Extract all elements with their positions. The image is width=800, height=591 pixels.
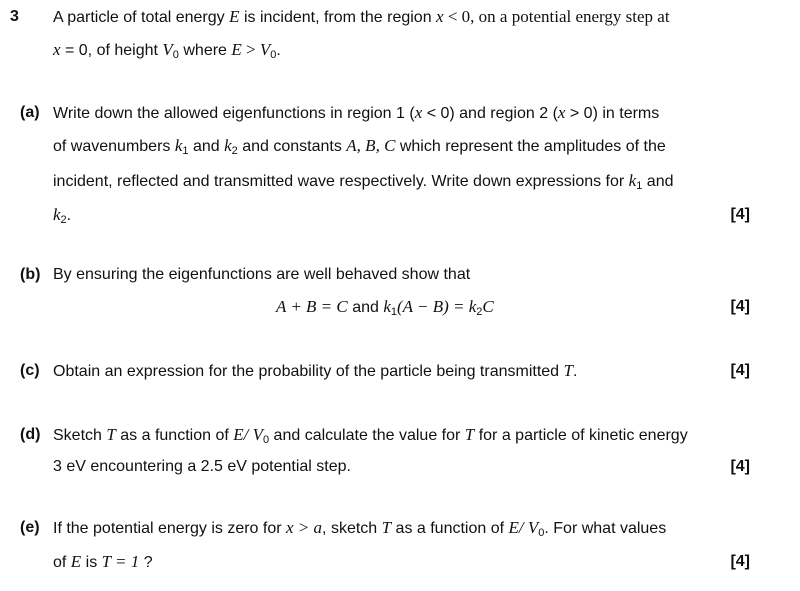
math: k (628, 171, 637, 190)
part-e-label: (e) (20, 519, 40, 536)
math: x > a (286, 518, 323, 537)
math: E/ V (233, 425, 263, 444)
math: E (70, 552, 82, 571)
text: of wavenumbers (53, 138, 175, 155)
math: T (464, 425, 475, 444)
question-number: 3 (10, 8, 19, 25)
part-b-equation (276, 297, 494, 318)
text: . (66, 207, 72, 224)
text: is incident, from the region (239, 9, 437, 26)
text: < 0) and region 2 ( (422, 105, 558, 122)
math: k (174, 136, 183, 155)
math: T (106, 425, 116, 444)
part-a-line-1 (53, 103, 659, 124)
text: is (81, 554, 102, 571)
text: for a particle of kinetic energy (474, 427, 688, 444)
subscript: 2 (231, 145, 238, 157)
text: and (642, 173, 674, 190)
math: k (224, 136, 232, 155)
text: Sketch (53, 427, 107, 444)
math: T = 1 (101, 552, 140, 571)
text: and (347, 299, 384, 316)
math: E/ V (508, 518, 539, 537)
math: V (162, 40, 173, 59)
text: and constants (237, 138, 347, 155)
text: > 0) in terms (565, 105, 660, 122)
subscript: 1 (390, 306, 398, 318)
text: If the potential energy is zero for (53, 520, 287, 537)
text: . (276, 42, 281, 59)
math: C (482, 297, 494, 316)
math: x (557, 103, 566, 122)
part-b-line-1: By ensuring the eigenfunctions are well behaved show that (53, 266, 471, 283)
part-d-line-1 (53, 425, 688, 446)
math: (A − B) = k (397, 297, 477, 316)
text: incident, reflected and transmitted wave respectively. Write down expressions for (53, 173, 629, 190)
intro-line-2 (53, 40, 281, 61)
text: . For what values (544, 520, 667, 537)
part-a-line-3 (53, 171, 673, 192)
part-a-label: (a) (20, 104, 40, 121)
text: of (53, 554, 71, 571)
subscript: 1 (182, 145, 189, 157)
part-c-marks: [4] (730, 362, 750, 379)
text: Write down the allowed eigenfunctions in region 1 ( (53, 105, 415, 122)
part-b-marks: [4] (730, 298, 750, 315)
text: where (178, 42, 232, 59)
math: E (229, 7, 240, 26)
math: A, B, C (346, 136, 396, 155)
subscript: 2 (60, 214, 67, 226)
math: V (259, 40, 271, 59)
math: k (53, 205, 61, 224)
part-e-marks: [4] (730, 553, 750, 570)
text: which represent the amplitudes of the (395, 138, 666, 155)
part-a-line-2 (53, 136, 666, 157)
part-d-label: (d) (20, 426, 41, 443)
text: . (572, 363, 578, 380)
text: as a function of (115, 427, 234, 444)
text: as a function of (391, 520, 509, 537)
part-a-line-4 (53, 205, 71, 226)
math: T (563, 361, 573, 380)
math: k (383, 297, 391, 316)
part-c-line-1 (53, 361, 577, 382)
intro-line-1 (53, 7, 670, 28)
text: Obtain an expression for the probability of the particle being transmitted (53, 363, 564, 380)
part-a-marks: [4] (730, 206, 750, 223)
subscript: 1 (636, 180, 643, 192)
math: A + B = C (276, 297, 348, 316)
text: and calculate the value for (269, 427, 465, 444)
text: A particle of total energy (53, 9, 230, 26)
text: , sketch (322, 520, 382, 537)
math: > (241, 40, 260, 59)
math: T (381, 518, 392, 537)
part-d-line-2: 3 eV encountering a 2.5 eV potential step. (53, 458, 351, 475)
subscript: 0 (262, 434, 270, 446)
subscript: 0 (538, 527, 545, 539)
math: x (53, 40, 61, 59)
math: < 0, on a potential energy step at (443, 7, 670, 26)
math: E (231, 40, 242, 59)
part-e-line-2 (53, 552, 153, 573)
part-e-line-1 (53, 518, 666, 539)
subscript: 0 (172, 49, 179, 61)
subscript: 2 (476, 306, 483, 318)
math: x (436, 7, 444, 26)
part-b-label: (b) (20, 266, 41, 283)
part-c-label: (c) (20, 362, 40, 379)
text: ? (139, 554, 153, 571)
text: = 0, of height (60, 42, 163, 59)
text: and (188, 138, 225, 155)
part-d-marks: [4] (730, 458, 750, 475)
math: x (414, 103, 423, 122)
subscript: 0 (270, 49, 277, 61)
